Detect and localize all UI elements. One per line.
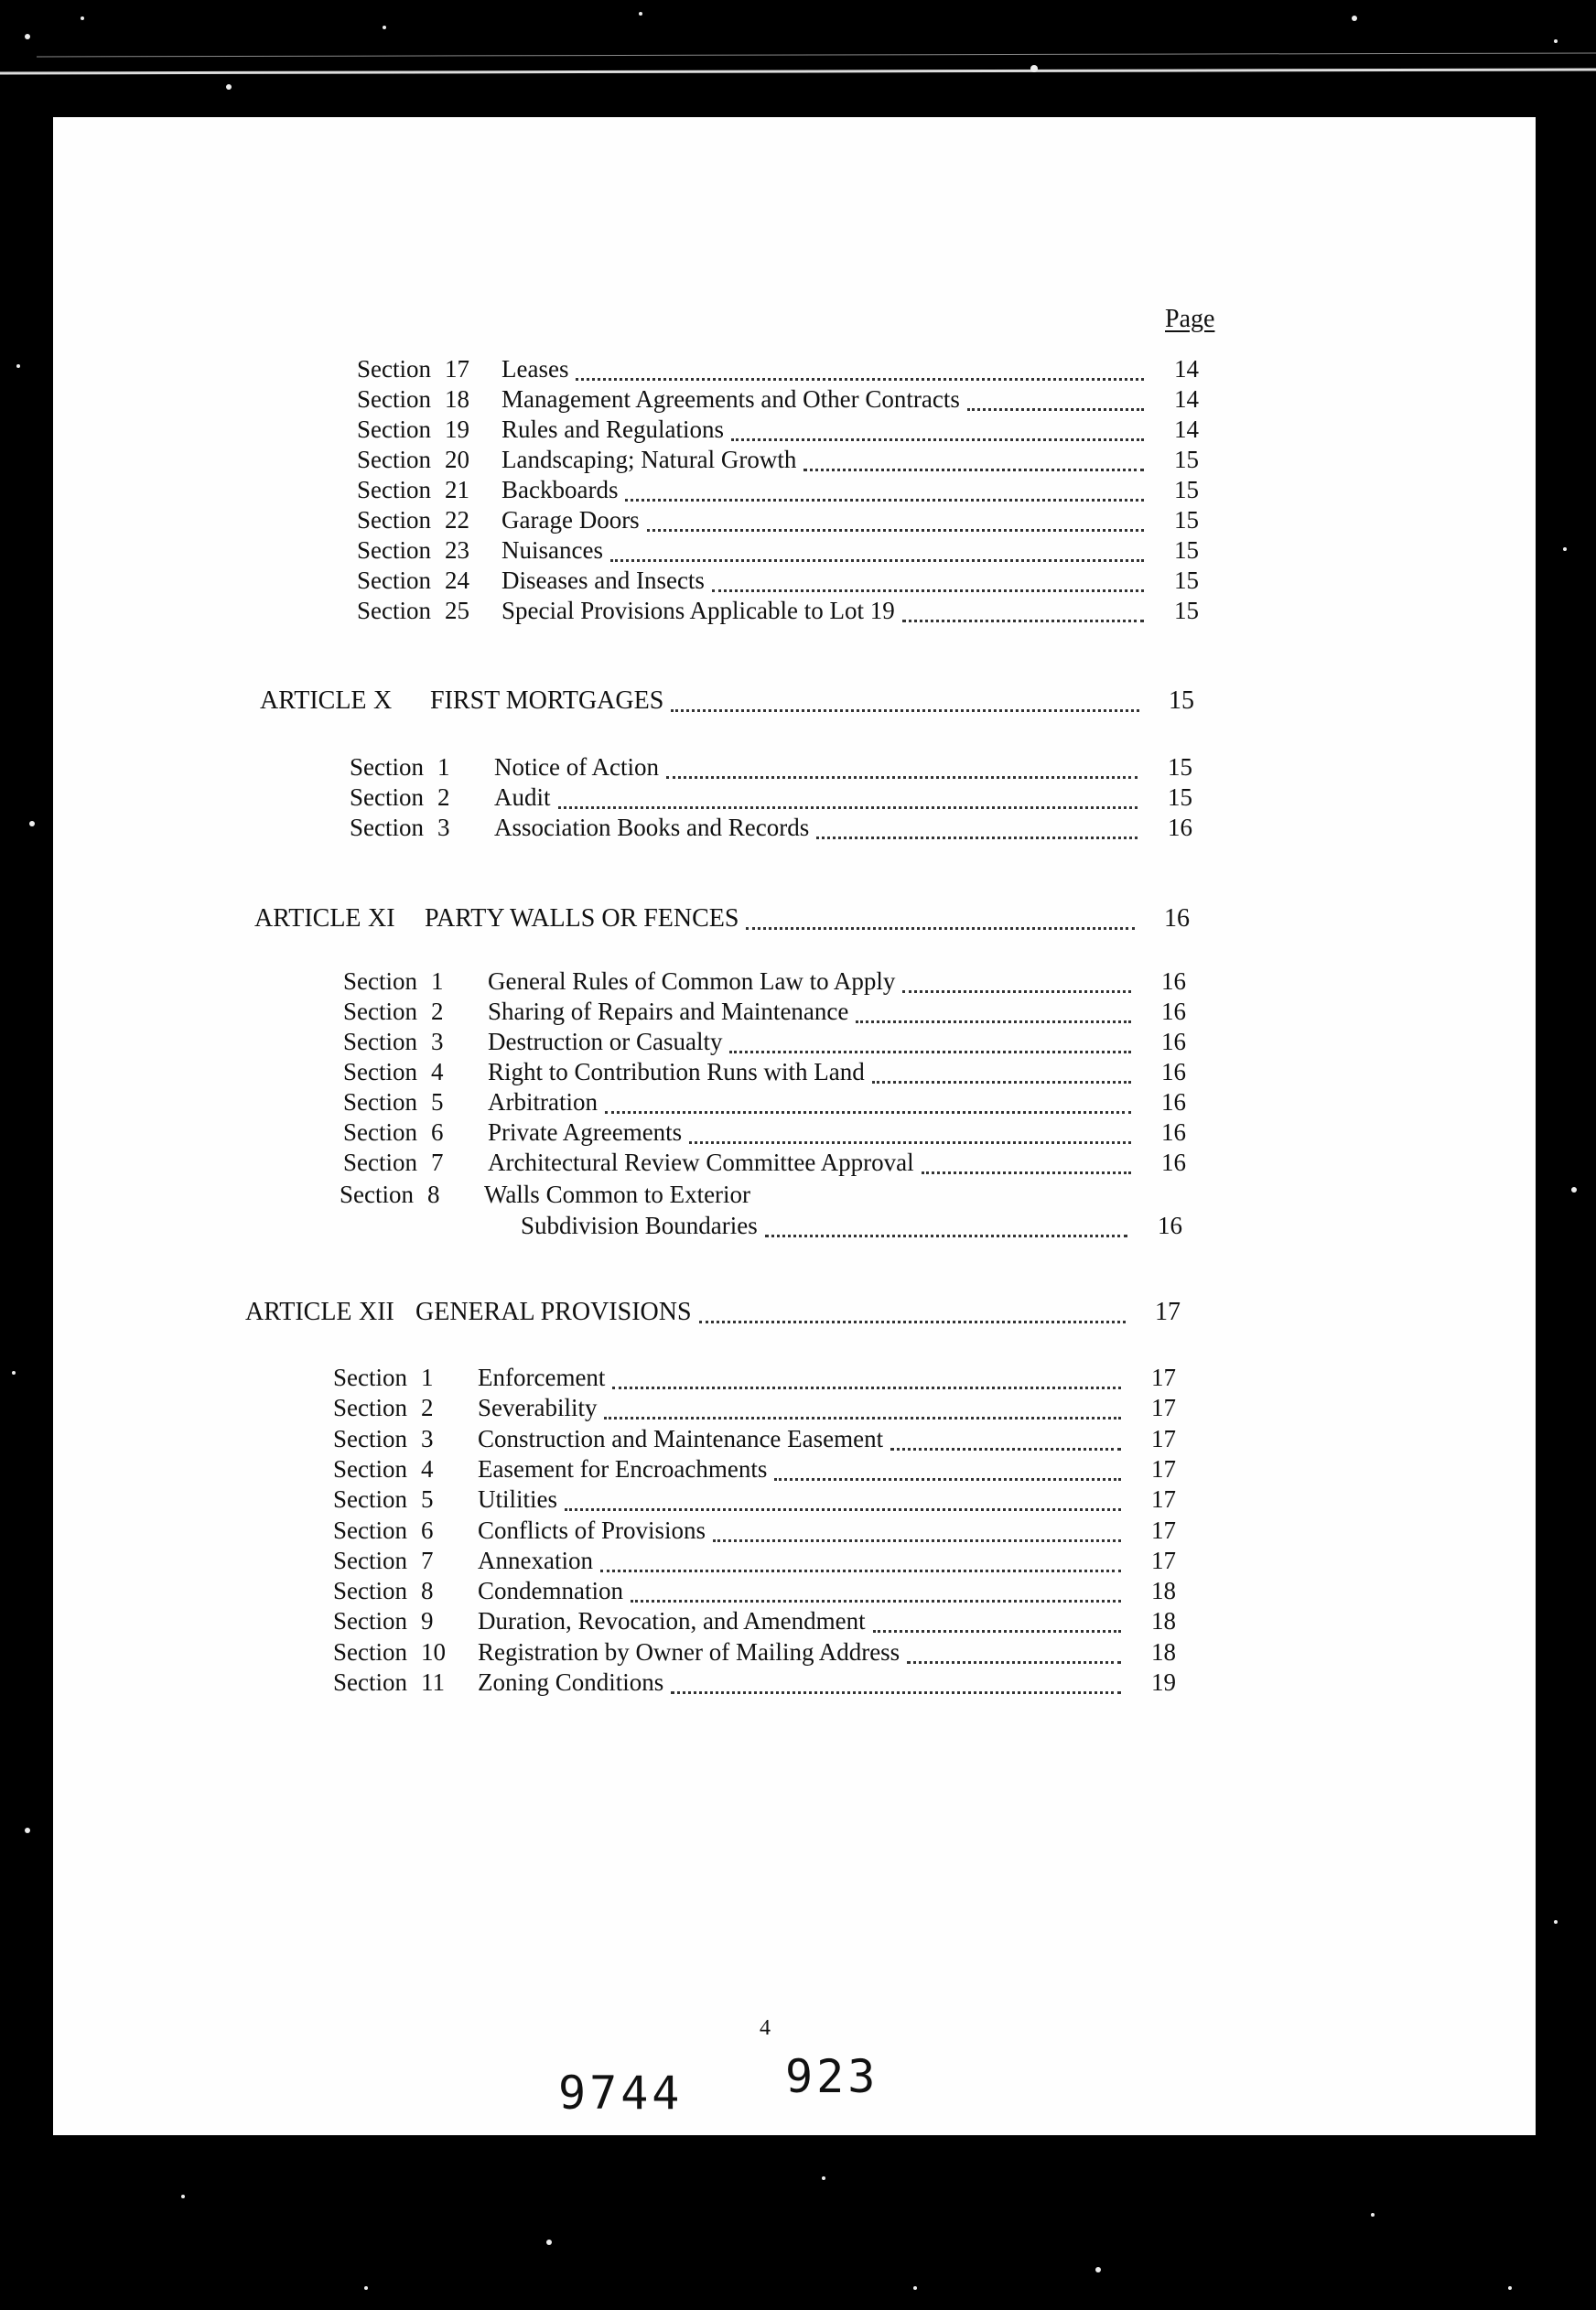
- section-label: Section: [343, 1088, 417, 1116]
- dot-leader: [816, 816, 1138, 839]
- dot-leader: [890, 1428, 1121, 1451]
- toc-entry: [343, 967, 1186, 998]
- toc-entry: [333, 1485, 1176, 1517]
- section-number: 2: [431, 998, 444, 1025]
- toc-entry: [340, 1181, 1186, 1212]
- section-label: Section: [333, 1485, 407, 1514]
- section-title: General Rules of Common Law to Apply: [488, 967, 896, 995]
- section-label: Section: [333, 1394, 407, 1422]
- dot-leader: [907, 1641, 1121, 1664]
- dot-leader: [902, 970, 1131, 993]
- section-number: 23: [445, 536, 469, 564]
- section-title-line2: Subdivision Boundaries: [521, 1212, 758, 1239]
- section-page-number: 17: [1151, 1516, 1176, 1544]
- dot-leader: [576, 358, 1144, 381]
- dot-leader: [565, 1488, 1121, 1511]
- section-number: 6: [421, 1516, 434, 1544]
- toc-entry-continuation: [521, 1212, 1182, 1243]
- dot-leader: [671, 689, 1139, 712]
- section-label: Section: [333, 1424, 407, 1452]
- section-title: Rules and Regulations: [501, 416, 724, 443]
- section-label: Section: [343, 1118, 417, 1146]
- article-heading: [254, 904, 1190, 935]
- section-number: 21: [445, 476, 469, 503]
- section-number: 22: [445, 506, 469, 534]
- section-label: Section: [333, 1364, 407, 1391]
- section-page-number: 17: [1151, 1364, 1176, 1391]
- section-title: Leases: [501, 355, 569, 383]
- toc-entry: [357, 355, 1199, 386]
- dot-leader: [610, 539, 1144, 562]
- section-title: Notice of Action: [494, 753, 659, 781]
- dot-leader: [605, 1091, 1131, 1114]
- toc-entry: [357, 506, 1199, 537]
- dot-leader: [746, 907, 1135, 930]
- toc-entry: [343, 1058, 1186, 1089]
- dot-leader: [647, 509, 1144, 532]
- toc-entry: [343, 1088, 1186, 1119]
- section-title: Condemnation: [478, 1577, 623, 1605]
- section-page-number: 14: [1174, 355, 1199, 383]
- section-title: Enforcement: [478, 1364, 606, 1391]
- section-number: 8: [427, 1181, 440, 1208]
- toc-entry: [343, 1118, 1186, 1150]
- dot-leader: [600, 1549, 1121, 1572]
- section-title: Landscaping; Natural Growth: [501, 446, 797, 473]
- toc-entry: [357, 416, 1199, 447]
- section-title: Registration by Owner of Mailing Address: [478, 1637, 900, 1666]
- section-title: Backboards: [501, 476, 619, 503]
- toc-entry: [333, 1547, 1176, 1578]
- section-title: Private Agreements: [488, 1118, 683, 1146]
- toc-entry: [333, 1577, 1176, 1608]
- section-page-number: 16: [1161, 1058, 1186, 1085]
- section-label: Section: [343, 967, 417, 995]
- article-label: ARTICLE: [254, 904, 361, 933]
- article-number: XI: [368, 904, 395, 933]
- dot-leader: [631, 1580, 1121, 1603]
- section-page-number: 18: [1151, 1577, 1176, 1605]
- section-number: 6: [431, 1118, 444, 1146]
- toc-entry: [333, 1425, 1176, 1456]
- toc-entry: [357, 567, 1199, 598]
- section-page-number: 15: [1174, 476, 1199, 503]
- dot-leader: [689, 1121, 1131, 1144]
- section-label: Section: [357, 385, 431, 413]
- section-number: 5: [431, 1088, 444, 1116]
- section-page-number: 17: [1151, 1546, 1176, 1574]
- section-number: 11: [421, 1668, 445, 1696]
- section-page-number: 16: [1161, 967, 1186, 995]
- section-number: 3: [437, 814, 450, 841]
- section-page-number: 19: [1151, 1668, 1176, 1696]
- section-page-number: 14: [1174, 416, 1199, 443]
- dot-leader: [612, 1366, 1121, 1389]
- section-label: Section: [357, 446, 431, 473]
- toc-entry: [333, 1364, 1176, 1395]
- section-title: Special Provisions Applicable to Lot 19: [501, 597, 895, 624]
- section-page-number: 15: [1174, 446, 1199, 473]
- section-page-number: 16: [1158, 1212, 1182, 1239]
- dot-leader: [902, 599, 1144, 622]
- toc-entry: [357, 446, 1199, 477]
- section-label: Section: [340, 1181, 414, 1208]
- dot-leader: [558, 786, 1138, 809]
- section-page-number: 17: [1151, 1454, 1176, 1483]
- section-number: 19: [445, 416, 469, 443]
- section-label: Section: [333, 1546, 407, 1574]
- dot-leader: [803, 448, 1144, 471]
- article-number: XII: [359, 1298, 394, 1326]
- toc-entry: [333, 1638, 1176, 1669]
- article-page-number: 15: [1169, 686, 1194, 715]
- dot-leader: [671, 1671, 1121, 1694]
- toc-entry: [333, 1455, 1176, 1486]
- section-label: Section: [357, 416, 431, 443]
- article-heading: [260, 686, 1194, 718]
- section-label: Section: [350, 753, 424, 781]
- section-title-line1: Walls Common to Exterior: [484, 1181, 751, 1208]
- section-number: 4: [421, 1454, 434, 1483]
- section-label: Section: [357, 597, 431, 624]
- section-page-number: 16: [1161, 1149, 1186, 1176]
- article-page-number: 16: [1164, 904, 1190, 933]
- section-page-number: 14: [1174, 385, 1199, 413]
- toc-entry: [350, 783, 1192, 815]
- dot-leader: [731, 418, 1144, 441]
- section-title: Sharing of Repairs and Maintenance: [488, 998, 849, 1025]
- section-number: 7: [431, 1149, 444, 1176]
- section-title: Architectural Review Committee Approval: [488, 1149, 914, 1176]
- section-page-number: 16: [1161, 1028, 1186, 1055]
- section-page-number: 17: [1151, 1485, 1176, 1514]
- section-label: Section: [333, 1577, 407, 1605]
- section-number: 4: [431, 1058, 444, 1085]
- section-label: Section: [357, 355, 431, 383]
- section-number: 24: [445, 567, 469, 594]
- toc-entry: [357, 536, 1199, 567]
- article-title: GENERAL PROVISIONS: [415, 1298, 692, 1326]
- section-page-number: 17: [1151, 1424, 1176, 1452]
- section-page-number: 18: [1151, 1637, 1176, 1666]
- section-title: Utilities: [478, 1485, 557, 1514]
- section-number: 1: [421, 1364, 434, 1391]
- section-title: Management Agreements and Other Contracts: [501, 385, 960, 413]
- dot-leader: [699, 1301, 1126, 1323]
- section-page-number: 15: [1174, 567, 1199, 594]
- dot-leader: [774, 1458, 1121, 1481]
- section-label: Section: [333, 1668, 407, 1696]
- dot-leader: [713, 1519, 1121, 1542]
- dot-leader: [967, 388, 1144, 411]
- section-number: 3: [421, 1424, 434, 1452]
- section-label: Section: [343, 1028, 417, 1055]
- toc-entry: [343, 998, 1186, 1029]
- section-page-number: 16: [1161, 1088, 1186, 1116]
- section-label: Section: [350, 783, 424, 811]
- page-column-heading: Page: [1165, 305, 1215, 333]
- section-number: 20: [445, 446, 469, 473]
- dot-leader: [856, 1000, 1131, 1023]
- section-title: Arbitration: [488, 1088, 598, 1116]
- article-label: ARTICLE: [260, 686, 367, 715]
- section-number: 25: [445, 597, 469, 624]
- section-page-number: 17: [1151, 1394, 1176, 1422]
- section-title: Association Books and Records: [494, 814, 810, 841]
- section-number: 8: [421, 1577, 434, 1605]
- toc-entry: [357, 476, 1199, 507]
- dot-leader: [604, 1397, 1121, 1419]
- section-title: Right to Contribution Runs with Land: [488, 1058, 865, 1085]
- section-page-number: 16: [1168, 814, 1192, 841]
- article-page-number: 17: [1155, 1298, 1181, 1326]
- toc-entry: [343, 1149, 1186, 1180]
- section-title: Diseases and Insects: [501, 567, 705, 594]
- section-label: Section: [343, 998, 417, 1025]
- section-page-number: 15: [1174, 597, 1199, 624]
- section-number: 18: [445, 385, 469, 413]
- section-page-number: 16: [1161, 998, 1186, 1025]
- article-label: ARTICLE: [245, 1298, 352, 1326]
- section-title: Easement for Encroachments: [478, 1454, 768, 1483]
- section-page-number: 15: [1168, 753, 1192, 781]
- section-page-number: 15: [1174, 506, 1199, 534]
- section-number: 1: [431, 967, 444, 995]
- article-number: X: [373, 686, 393, 715]
- toc-entry: [350, 814, 1192, 845]
- page-number: 4: [760, 2016, 771, 2040]
- section-title: Zoning Conditions: [478, 1668, 664, 1696]
- section-title: Audit: [494, 783, 551, 811]
- article-title: FIRST MORTGAGES: [430, 686, 664, 715]
- dot-leader: [922, 1151, 1131, 1174]
- section-title: Construction and Maintenance Easement: [478, 1424, 884, 1452]
- section-label: Section: [350, 814, 424, 841]
- section-page-number: 15: [1168, 783, 1192, 811]
- section-title: Nuisances: [501, 536, 603, 564]
- section-label: Section: [333, 1516, 407, 1544]
- toc-entry: [343, 1028, 1186, 1059]
- section-label: Section: [333, 1607, 407, 1635]
- toc-entry: [333, 1517, 1176, 1548]
- toc-entry: [350, 753, 1192, 784]
- section-title: Destruction or Casualty: [488, 1028, 723, 1055]
- section-number: 17: [445, 355, 469, 383]
- section-number: 2: [437, 783, 450, 811]
- section-title: Duration, Revocation, and Amendment: [478, 1607, 866, 1635]
- handwritten-number-right: 923: [785, 2050, 879, 2103]
- article-title: PARTY WALLS OR FENCES: [425, 904, 739, 933]
- toc-entry: [357, 597, 1199, 628]
- section-label: Section: [333, 1454, 407, 1483]
- section-number: 3: [431, 1028, 444, 1055]
- dot-leader: [872, 1061, 1131, 1084]
- handwritten-number-left: 9744: [558, 2067, 684, 2120]
- section-label: Section: [357, 536, 431, 564]
- section-title: Severability: [478, 1394, 598, 1422]
- section-label: Section: [357, 567, 431, 594]
- section-number: 2: [421, 1394, 434, 1422]
- section-number: 10: [421, 1637, 446, 1666]
- section-number: 7: [421, 1546, 434, 1574]
- dot-leader: [666, 756, 1138, 779]
- dot-leader: [873, 1610, 1121, 1633]
- section-label: Section: [343, 1149, 417, 1176]
- dot-leader: [712, 569, 1144, 592]
- dot-leader: [729, 1031, 1131, 1053]
- section-label: Section: [343, 1058, 417, 1085]
- dot-leader: [765, 1214, 1127, 1237]
- dot-leader: [625, 479, 1144, 502]
- toc-entry: [333, 1394, 1176, 1425]
- section-label: Section: [357, 476, 431, 503]
- section-page-number: 16: [1161, 1118, 1186, 1146]
- section-page-number: 18: [1151, 1607, 1176, 1635]
- section-number: 1: [437, 753, 450, 781]
- section-label: Section: [333, 1637, 407, 1666]
- toc-entry: [357, 385, 1199, 416]
- section-title: Conflicts of Provisions: [478, 1516, 706, 1544]
- section-page-number: 15: [1174, 536, 1199, 564]
- toc-entry: [333, 1668, 1176, 1700]
- section-number: 9: [421, 1607, 434, 1635]
- section-title: Garage Doors: [501, 506, 640, 534]
- section-title: Annexation: [478, 1546, 593, 1574]
- section-number: 5: [421, 1485, 434, 1514]
- article-heading: [245, 1298, 1181, 1329]
- section-label: Section: [357, 506, 431, 534]
- toc-entry: [333, 1607, 1176, 1638]
